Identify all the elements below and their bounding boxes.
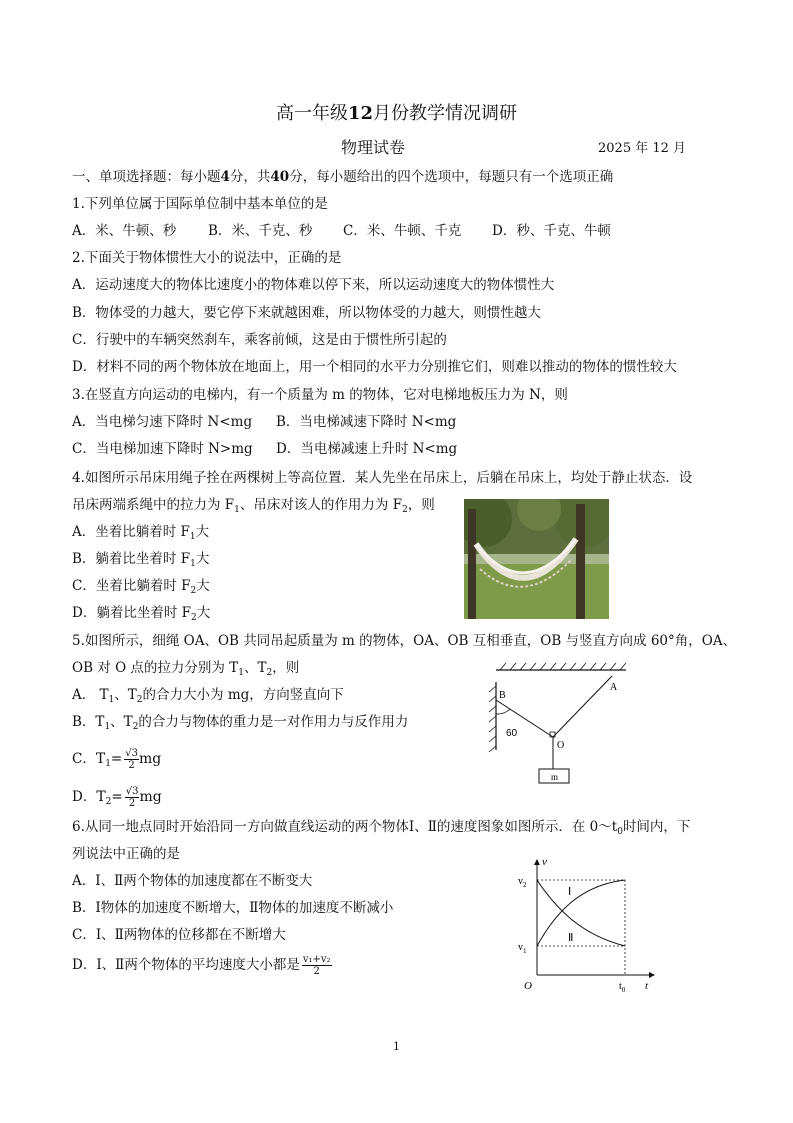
q5-stem-line1: 5.如图所示，细绳 OA、OB 共同吊起质量为 m 的物体，OA、OB 互相垂直，OB 与竖直方向成 60°角，OA、 [72,633,737,649]
q6-stem-line2: 列说法中正确的是 [72,846,180,862]
q3-option-b: B．当电梯减速下降时 N<mg [276,414,457,430]
v2-label: $v_2$ [518,876,527,889]
curve-two-label: Ⅱ [568,932,574,944]
q5-option-b: B．$T_1$、$T_2$的合力与物体的重力是一对作用力与反作用力 [72,714,409,732]
q6-option-a: A．Ⅰ、Ⅱ两个物体的加速度都在不断变大 [72,873,313,889]
q4-option-d: D．躺着比坐着时 $F_2$大 [72,605,211,623]
q6-stem-line1: 6.从同一地点同时开始沿同一方向做直线运动的两个物体Ⅰ、Ⅱ的速度图象如图所示．在 $0\sim t_0$时间内，下 [72,819,691,837]
label-a: A [610,682,618,693]
q3-option-d: D．当电梯减速上升时 N<mg [276,441,458,457]
q5-option-a: A． $T_1$、$T_2$的合力大小为 mg，方向竖直向下 [72,687,344,705]
q5-stem-line2: OB 对 O 点的拉力分别为 $T_1$、$T_2$，则 [72,660,300,678]
q1-option-b: B．米、千克、秒 [208,223,313,239]
v1-label: $v_1$ [518,942,527,955]
q4-stem-line2: 吊床两端系绳中的拉力为 $F_1$、吊床对该人的作用力为 $F_2$，则 [72,497,435,515]
q2-stem: 2.下面关于物体惯性大小的说法中，正确的是 [72,250,342,266]
q4-option-b: B．躺着比坐着时 $F_1$大 [72,551,210,569]
q1-option-c: C．米、牛顿、千克 [343,223,462,239]
q1-option-a: A．米、牛顿、秒 [72,223,177,239]
q4-stem-line1: 4.如图所示吊床用绳子拴在两棵树上等高位置．某人先坐在吊床上，后躺在吊床上，均处于静止状态．设 [72,470,693,486]
q5-option-c: C．$T_1=$ $\frac{√3}{2}$ mg [72,748,162,771]
label-o: O [557,740,565,751]
curve-one-label: Ⅰ [568,886,572,898]
q2-option-c: C．行驶中的车辆突然刹车，乘客前倾，这是由于惯性所引起的 [72,332,447,348]
q1-option-d: D．秒、千克、牛顿 [492,223,611,239]
q6-option-c: C．Ⅰ、Ⅱ两物体的位移都在不断增大 [72,927,286,943]
q3-option-a: A．当电梯匀速下降时 N<mg [72,414,253,430]
label-angle: 60 [506,728,518,739]
hammock-photo [464,499,609,619]
page-number: 1 [393,1040,400,1053]
section-heading: 一、单项选择题：每小题4分，共40分，每小题给出的四个选项中，每题只有一个选项正确 [72,169,614,185]
rope-diagram [484,662,634,792]
q1-stem: 1.下列单位属于国际单位制中基本单位的是 [72,196,328,212]
q2-option-d: D．材料不同的两个物体放在地面上，用一个相同的水平力分别推它们，则难以推动的物体的惯性较大 [72,359,677,375]
q5-option-d: D．$T_2=$ $\frac{√3}{2}$ mg [72,786,162,809]
q4-option-a: A．坐着比躺着时 $F_1$大 [72,524,210,542]
exam-subtitle: 物理试卷 [341,138,406,157]
v-axis-label: v [542,856,547,868]
exam-date: 2025 年 12 月 [598,141,687,156]
t0-label: $t_0$ [619,981,626,994]
q2-option-b: B．物体受的力越大，要它停下来就越困难，所以物体受的力越大，则惯性越大 [72,305,541,321]
q6-option-d: D．Ⅰ、Ⅱ两个物体的平均速度大小都是 $\frac{\text{v₁+v₂}}{2}$ [72,954,331,977]
curve-two [537,880,625,946]
t-axis-label: t [645,980,649,992]
q6-option-b: B．Ⅰ物体的加速度不断增大，Ⅱ物体的加速度不断减小 [72,900,394,916]
velocity-time-graph [512,855,662,995]
exam-title: 高一年级12月份教学情况调研 [275,103,518,124]
q3-option-c: C．当电梯加速下降时 N>mg [72,441,253,457]
q4-option-c: C．坐着比躺着时 $F_2$大 [72,578,210,596]
label-mass: m [551,772,559,782]
q3-stem: 3.在竖直方向运动的电梯内，有一个质量为 m 的物体，它对电梯地板压力为 N，则 [72,387,568,403]
label-b: B [499,690,506,701]
curve-one [537,880,625,946]
q2-option-a: A．运动速度大的物体比速度小的物体难以停下来，所以运动速度大的物体惯性大 [72,277,555,293]
origin-label: O [524,980,532,992]
